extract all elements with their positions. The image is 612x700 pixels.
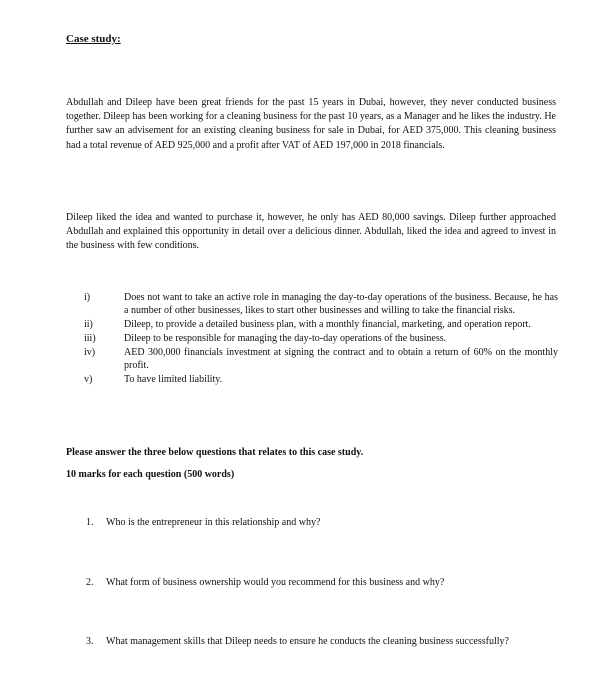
question-text: What management skills that Dileep needs to ensure he conducts the cleaning business successfully? <box>106 636 509 647</box>
condition-number: ii) <box>84 319 93 330</box>
paragraph-background: Abdullah and Dileep have been great friends for the past 15 years in Dubai, however, they never conducted business together. Dileep has been working for a cleaning business for the past 10 years, as a Manager and he likes the industry. He further saw an advisement for an existing cleaning business for sale in Dubai, for AED 375,000. This cleaning business had a total revenue of AED 925,000 and a profit after VAT of AED 197,000 in 2018 financials. <box>66 97 556 151</box>
condition-number: v) <box>84 374 93 385</box>
condition-number: iv) <box>84 347 96 358</box>
instruction-answer-questions: Please answer the three below questions that relates to this case study. <box>66 447 364 458</box>
question-1 <box>86 516 526 529</box>
question-3 <box>86 635 526 648</box>
instruction-marks: 10 marks for each question (500 words) <box>66 469 235 480</box>
condition-text: Does not want to take an active role in managing the day-to-day operations of the business. Because, he has a number of other businesses, likes to start other businesses and willing to take the financial risks. <box>124 292 558 316</box>
condition-text: Dileep, to provide a detailed business plan, with a monthly financial, marketing, and operation report. <box>124 319 531 330</box>
paragraph-proposal: Dileep liked the idea and wanted to purchase it, however, he only has AED 80,000 savings. Dileep further approached Abdullah and explained this opportunity in detail over a delicious dinner. Abdullah, liked the idea and agreed to invest in the business with few conditions. <box>66 212 556 252</box>
question-2 <box>86 576 526 589</box>
condition-item <box>84 318 558 331</box>
condition-item <box>84 373 558 386</box>
condition-text: To have limited liability. <box>124 374 223 385</box>
case-study-title: Case study: <box>66 33 121 45</box>
condition-number: iii) <box>84 333 96 344</box>
question-number: 1. <box>86 517 94 528</box>
condition-text: Dileep to be responsible for managing the day-to-day operations of the business. <box>124 333 447 344</box>
condition-item <box>84 291 558 317</box>
question-text: What form of business ownership would you recommend for this business and why? <box>106 577 445 588</box>
condition-text: AED 300,000 financials investment at signing the contract and to obtain a return of 60% on the monthly profit. <box>124 347 558 371</box>
question-text: Who is the entrepreneur in this relationship and why? <box>106 517 321 528</box>
question-number: 3. <box>86 636 94 647</box>
question-number: 2. <box>86 577 94 588</box>
condition-item <box>84 346 558 372</box>
condition-number: i) <box>84 292 91 303</box>
condition-item <box>84 332 558 345</box>
conditions-list <box>84 291 558 387</box>
